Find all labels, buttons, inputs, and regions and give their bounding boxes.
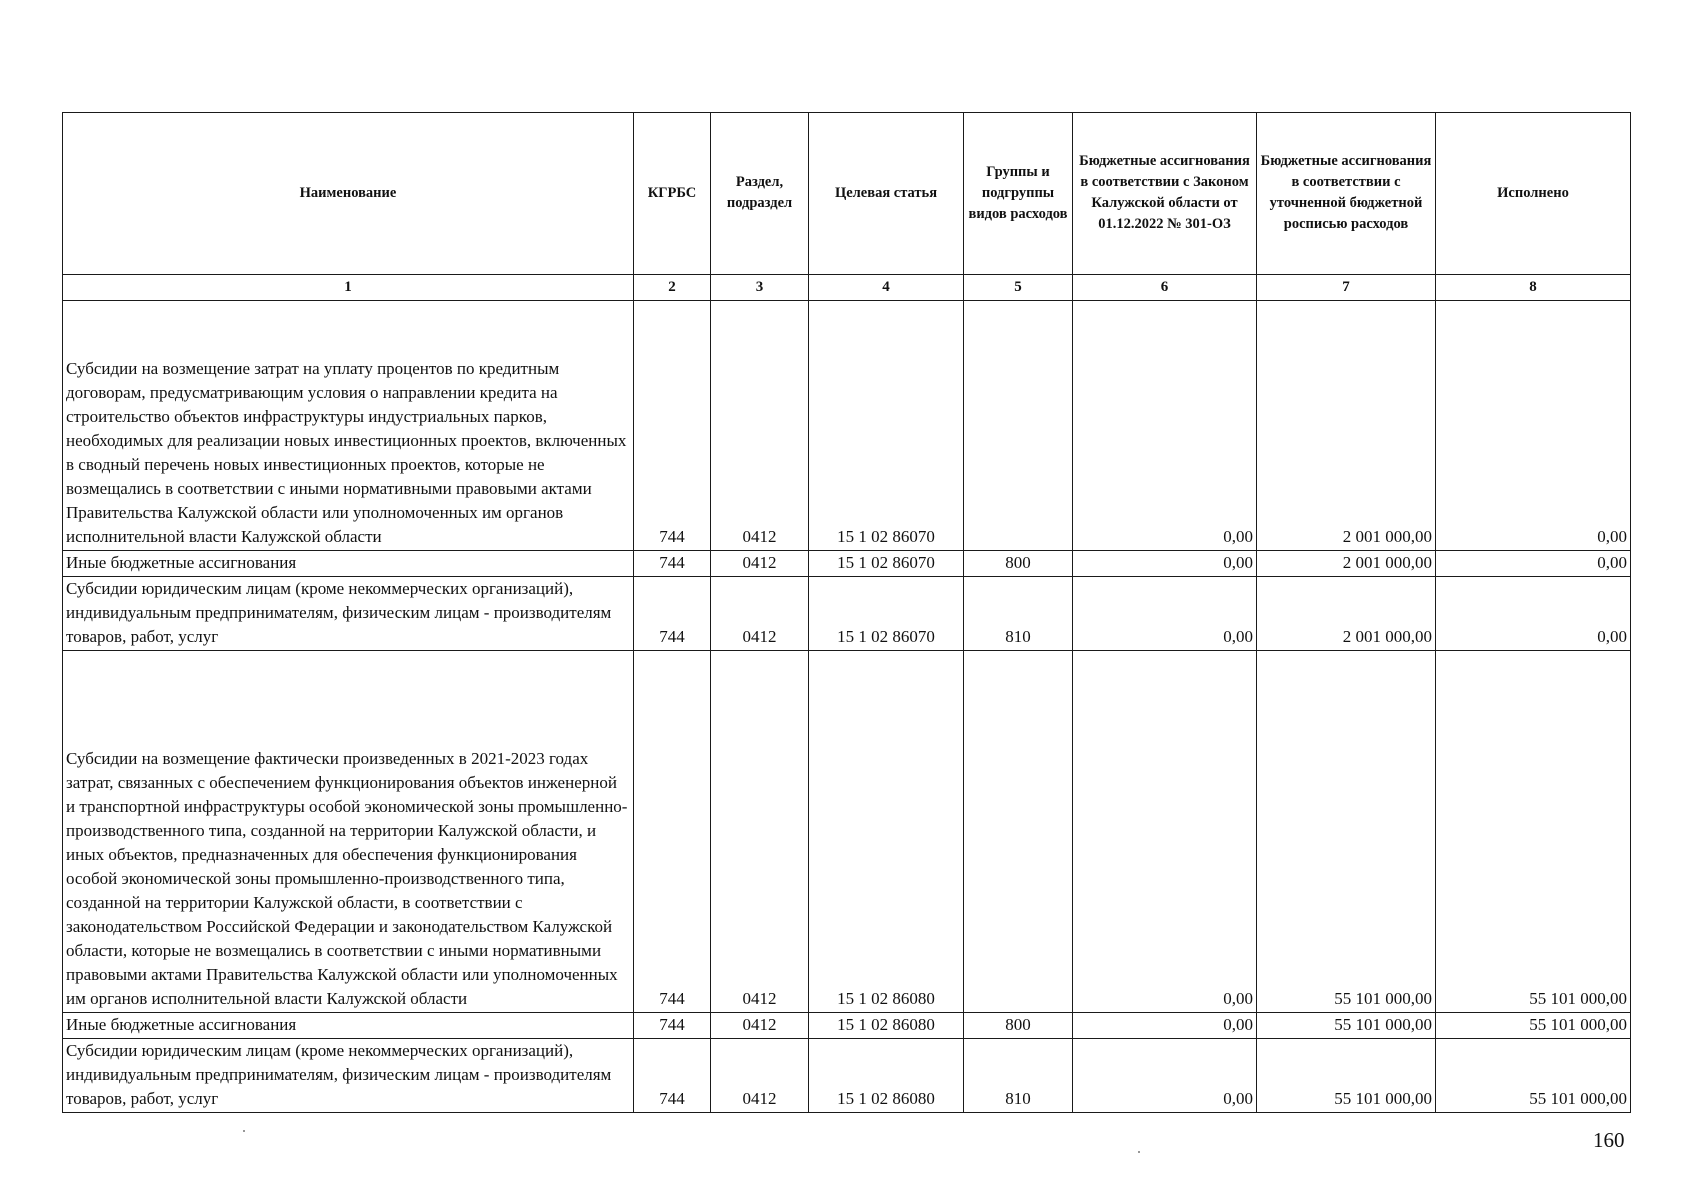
row-celevaya: 15 1 02 86080 (809, 651, 964, 1013)
row-ispolneno: 55 101 000,00 (1436, 651, 1631, 1013)
column-number: 6 (1073, 275, 1257, 301)
table-row (63, 551, 1631, 577)
column-number-row (63, 275, 1631, 301)
row-name: Субсидии юридическим лицам (кроме некоммерческих организаций), индивидуальным предпринимателям, физическим лицам - производителям товаров, работ, услуг (63, 577, 634, 651)
header-row (63, 113, 1631, 275)
row-vid: 800 (964, 1013, 1073, 1039)
row-razdel: 0412 (711, 551, 809, 577)
row-name: Субсидии на возмещение фактически произведенных в 2021-2023 годах затрат, связанных с обеспечением функционирования объектов инженерной и транспортной инфраструктуры особой экономической зоны промышленно-производственного типа, созданной на территории Калужской области, и иных объектов, предназначенных для обеспечения функционирования особой экономической зоны промышленно-производственного типа, созданной на территории Калужской области, в соответствии с законодательством Российской Федерации и законодательством Калужской области, которые не возмещались в соответствии с иными нормативными правовыми актами Правительства Калужской области или уполномоченных им органов исполнительной власти Калужской области (63, 651, 634, 1013)
row-razdel: 0412 (711, 301, 809, 551)
column-number: 2 (634, 275, 711, 301)
table-row (63, 301, 1631, 551)
row-ispolneno: 55 101 000,00 (1436, 1039, 1631, 1113)
row-name: Субсидии юридическим лицам (кроме некоммерческих организаций), индивидуальным предпринимателям, физическим лицам - производителям товаров, работ, услуг (63, 1039, 634, 1113)
table-row (63, 1013, 1631, 1039)
row-razdel: 0412 (711, 651, 809, 1013)
row-ispolneno: 0,00 (1436, 301, 1631, 551)
row-razdel: 0412 (711, 577, 809, 651)
row-rospis: 2 001 000,00 (1257, 301, 1436, 551)
row-rospis: 55 101 000,00 (1257, 651, 1436, 1013)
header-kgrbs: КГРБС (634, 113, 711, 275)
table-row (63, 1039, 1631, 1113)
row-law: 0,00 (1073, 577, 1257, 651)
scan-speck (1138, 1151, 1140, 1153)
row-razdel: 0412 (711, 1039, 809, 1113)
row-rospis: 2 001 000,00 (1257, 551, 1436, 577)
row-ispolneno: 0,00 (1436, 551, 1631, 577)
row-vid: 810 (964, 577, 1073, 651)
row-celevaya: 15 1 02 86080 (809, 1039, 964, 1113)
column-number: 1 (63, 275, 634, 301)
header-razdel: Раздел, подраздел (711, 113, 809, 275)
row-vid: 800 (964, 551, 1073, 577)
row-kgrbs: 744 (634, 1013, 711, 1039)
header-name: Наименование (63, 113, 634, 275)
row-vid (964, 301, 1073, 551)
column-number: 4 (809, 275, 964, 301)
row-name: Иные бюджетные ассигнования (63, 551, 634, 577)
column-number: 7 (1257, 275, 1436, 301)
row-law: 0,00 (1073, 1039, 1257, 1113)
row-celevaya: 15 1 02 86070 (809, 577, 964, 651)
row-rospis: 55 101 000,00 (1257, 1039, 1436, 1113)
column-number: 3 (711, 275, 809, 301)
row-razdel: 0412 (711, 1013, 809, 1039)
scan-speck (243, 1130, 245, 1132)
table-row (63, 577, 1631, 651)
row-rospis: 2 001 000,00 (1257, 577, 1436, 651)
row-kgrbs: 744 (634, 551, 711, 577)
budget-table (62, 112, 1631, 1113)
row-name: Субсидии на возмещение затрат на уплату процентов по кредитным договорам, предусматривающим условия о направлении кредита на строительство объектов инфраструктуры индустриальных парков, необходимых для реализации новых инвестиционных проектов, включенных в сводный перечень новых инвестиционных проектов, которые не возмещались в соответствии с иными нормативными правовыми актами Правительства Калужской области или уполномоченных им органов исполнительной власти Калужской области (63, 301, 634, 551)
page-number: 160 (1593, 1128, 1625, 1152)
row-celevaya: 15 1 02 86080 (809, 1013, 964, 1039)
row-law: 0,00 (1073, 651, 1257, 1013)
row-ispolneno: 0,00 (1436, 577, 1631, 651)
header-rospis: Бюджетные ассигнования в соответствии с уточненной бюджетной росписью расходов (1257, 113, 1436, 275)
row-ispolneno: 55 101 000,00 (1436, 1013, 1631, 1039)
row-law: 0,00 (1073, 1013, 1257, 1039)
column-number: 8 (1436, 275, 1631, 301)
header-vid: Группы и подгруппы видов расходов (964, 113, 1073, 275)
row-kgrbs: 744 (634, 651, 711, 1013)
header-ispolneno: Исполнено (1436, 113, 1631, 275)
row-rospis: 55 101 000,00 (1257, 1013, 1436, 1039)
column-number: 5 (964, 275, 1073, 301)
row-kgrbs: 744 (634, 301, 711, 551)
row-vid (964, 651, 1073, 1013)
row-celevaya: 15 1 02 86070 (809, 551, 964, 577)
row-celevaya: 15 1 02 86070 (809, 301, 964, 551)
header-celevaya: Целевая статья (809, 113, 964, 275)
row-kgrbs: 744 (634, 577, 711, 651)
header-law: Бюджетные ассигнования в соответствии с Законом Калужской области от 01.12.2022 № 301-ОЗ (1073, 113, 1257, 275)
table-row (63, 651, 1631, 1013)
row-kgrbs: 744 (634, 1039, 711, 1113)
row-vid: 810 (964, 1039, 1073, 1113)
row-law: 0,00 (1073, 551, 1257, 577)
row-name: Иные бюджетные ассигнования (63, 1013, 634, 1039)
row-law: 0,00 (1073, 301, 1257, 551)
